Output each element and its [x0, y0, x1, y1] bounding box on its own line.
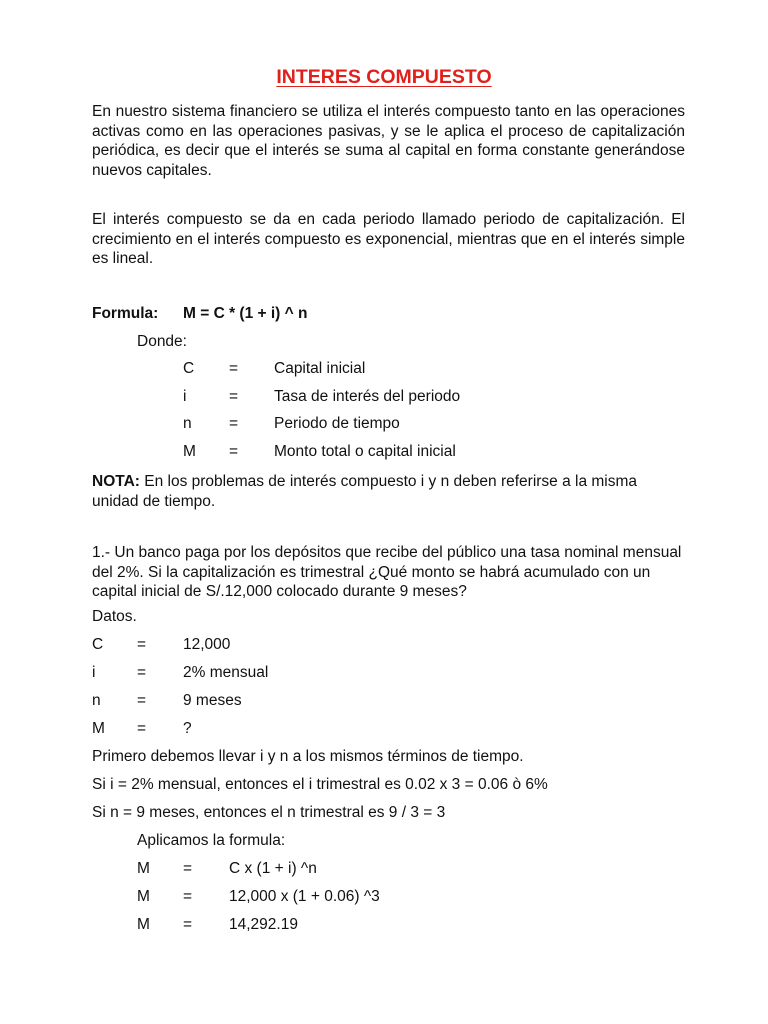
dato-symbol: C: [92, 636, 104, 653]
formula-label: Formula:: [92, 305, 159, 322]
nota-paragraph: [92, 472, 685, 511]
var-description: Capital inicial: [274, 360, 366, 377]
nota-label: NOTA:: [92, 473, 140, 490]
calc-equals: =: [183, 860, 193, 877]
formula-expression: M = C * (1 + i) ^ n: [183, 305, 308, 322]
var-description: Tasa de interés del periodo: [274, 388, 461, 405]
step-text: Si i = 2% mensual, entonces el i trimestral es 0.02 x 3 = 0.06 ò 6%: [92, 776, 548, 793]
dato-value: 12,000: [183, 636, 231, 653]
calc-symbol: M: [137, 916, 150, 933]
calc-value: 12,000 x (1 + 0.06) ^3: [229, 888, 380, 905]
dato-equals: =: [137, 720, 147, 737]
step-text: Si n = 9 meses, entonces el n trimestral es 9 / 3 = 3: [92, 804, 446, 821]
dato-symbol: M: [92, 720, 105, 737]
intro-paragraph-2: El interés compuesto se da en cada periodo llamado periodo de capitalización. El crecimiento en el interés compuesto es exponencial, mientras que en el interés simple es lineal.: [92, 211, 685, 267]
aplicamos-label: Aplicamos la formula:: [137, 832, 286, 849]
calc-value: 14,292.19: [229, 916, 298, 933]
var-symbol: i: [183, 388, 187, 405]
calc-equals: =: [183, 888, 193, 905]
problem-statement: 1.- Un banco paga por los depósitos que recibe del público una tasa nominal mensual del 2%. Si la capitalización es trimestral ¿Qué monto se habrá acumulado con un capital inicial de S/.12,000 colocado durante 9 meses?: [92, 544, 682, 600]
dato-symbol: i: [92, 664, 96, 681]
dato-equals: =: [137, 636, 147, 653]
dato-value: ?: [183, 720, 192, 737]
donde-label: Donde:: [137, 333, 187, 350]
var-symbol: n: [183, 415, 192, 432]
var-description: Periodo de tiempo: [274, 415, 400, 432]
dato-equals: =: [137, 692, 147, 709]
var-symbol: C: [183, 360, 195, 377]
dato-symbol: n: [92, 692, 101, 709]
var-equals: =: [229, 388, 239, 405]
dato-value: 9 meses: [183, 692, 242, 709]
dato-value: 2% mensual: [183, 664, 269, 681]
var-equals: =: [229, 415, 239, 432]
calc-equals: =: [183, 916, 193, 933]
nota-text: En los problemas de interés compuesto i y n deben referirse a la misma unidad de tiempo.: [92, 473, 638, 510]
calc-symbol: M: [137, 888, 150, 905]
intro-paragraph-1: En nuestro sistema financiero se utiliza el interés compuesto tanto en las operaciones activas como en las operaciones pasivas, y se le aplica el proceso de capitalización periódica, es decir que el interés se suma al capital en forma constante generándose nuevos capitales.: [92, 103, 685, 179]
datos-label: Datos.: [92, 608, 137, 625]
var-equals: =: [229, 443, 239, 460]
step-text: Primero debemos llevar i y n a los mismos términos de tiempo.: [92, 748, 524, 765]
var-equals: =: [229, 360, 239, 377]
calc-value: C x (1 + i) ^n: [229, 860, 317, 877]
calc-symbol: M: [137, 860, 150, 877]
document-title: INTERES COMPUESTO: [276, 66, 492, 88]
var-description: Monto total o capital inicial: [274, 443, 456, 460]
dato-equals: =: [137, 664, 147, 681]
var-symbol: M: [183, 443, 196, 460]
